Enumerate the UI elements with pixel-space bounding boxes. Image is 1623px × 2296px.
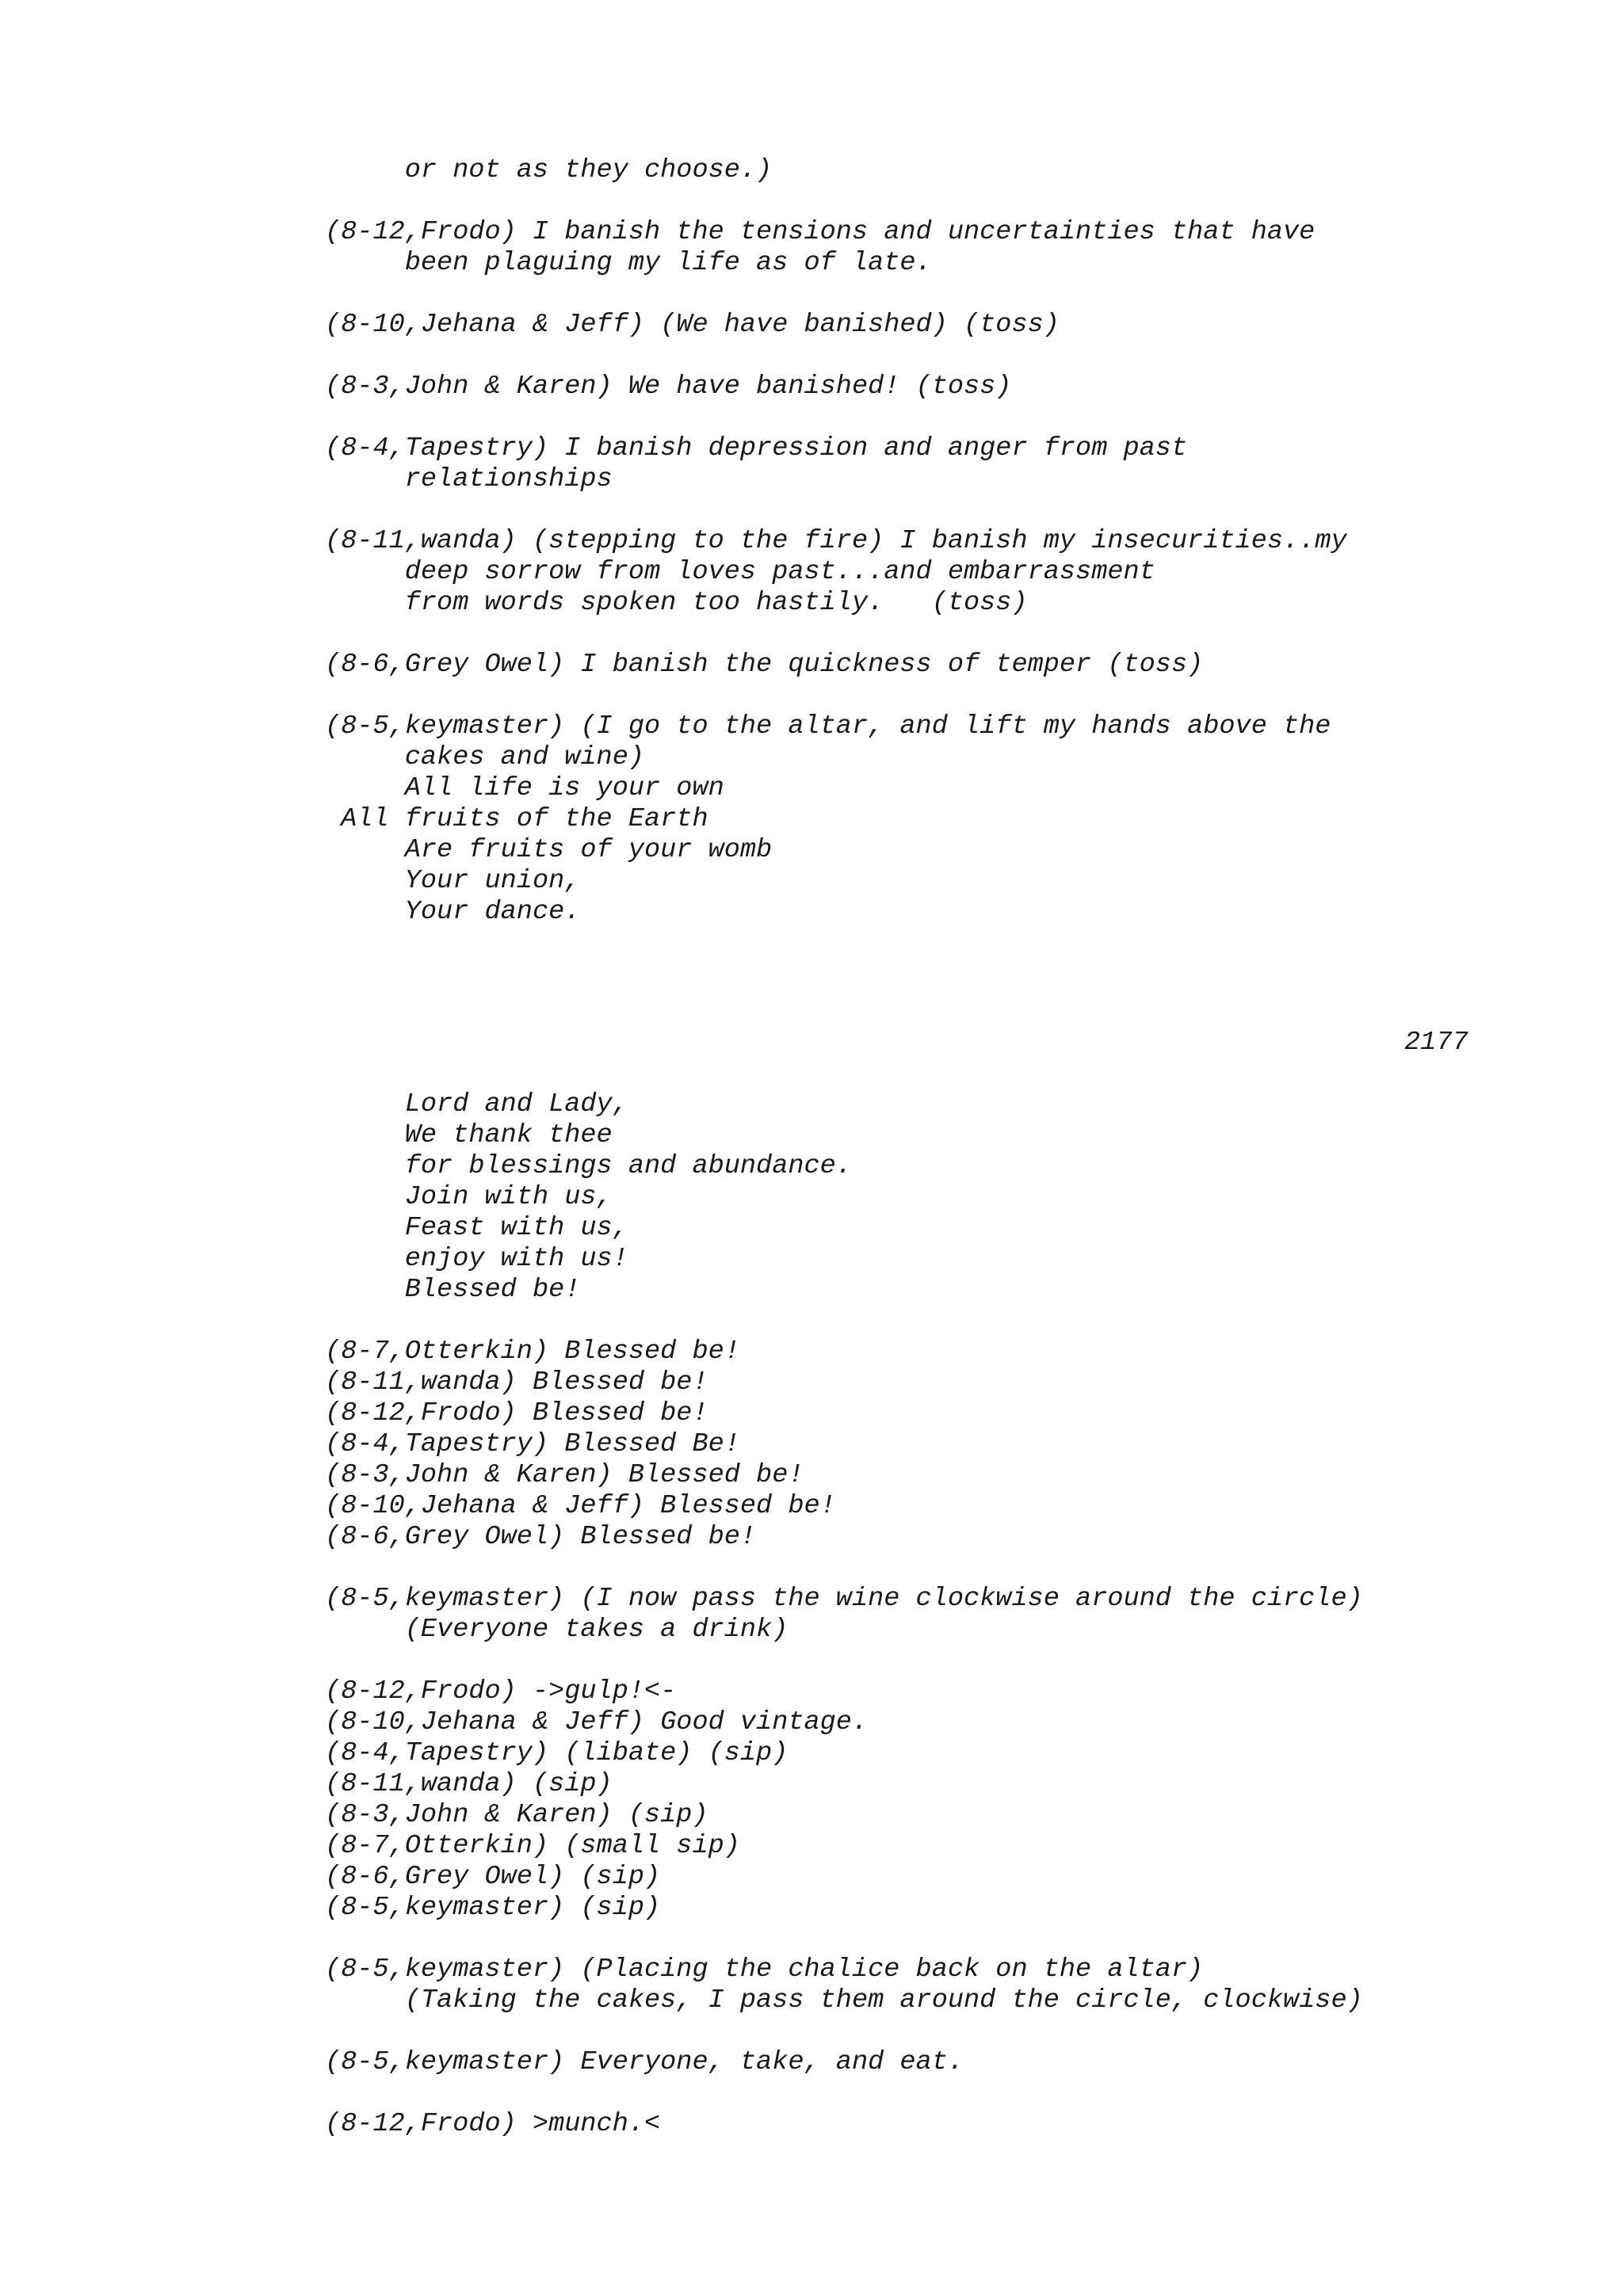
text-line: (8-5,keymaster) Everyone, take, and eat. [325,2047,964,2077]
text-line: We thank thee [325,1120,613,1150]
text-line: (8-12,Frodo) ->gulp!<- [325,1676,677,1707]
text-line: Lord and Lady, [325,1089,628,1119]
text-line: (8-12,Frodo) >munch.< [325,2109,661,2139]
text-line: Blessed be! [325,1275,581,1305]
text-line: for blessings and abundance. [325,1151,852,1181]
text-line: (8-7,Otterkin) (small sip) [325,1831,740,1861]
text-line: (8-11,wanda) (stepping to the fire) I banish my insecurities..my [325,526,1347,556]
text-line: (8-10,Jehana & Jeff) Good vintage. [325,1707,869,1737]
text-line: Join with us, [325,1182,613,1212]
text-line: All life is your own [325,773,724,803]
text-line: (8-6,Grey Owel) Blessed be! [325,1522,757,1552]
text-line: (8-10,Jehana & Jeff) Blessed be! [325,1491,836,1521]
text-line: Your union, [325,866,581,896]
text-line: cakes and wine) [325,742,645,772]
text-line: (8-4,Tapestry) Blessed Be! [325,1429,740,1459]
text-line: (8-11,wanda) (sip) [325,1769,613,1799]
text-line: enjoy with us! [325,1244,628,1274]
text-line: (8-5,keymaster) (sip) [325,1893,661,1923]
page-number: 2177 [1404,1028,1468,1058]
text-line: (8-12,Frodo) Blessed be! [325,1398,708,1428]
text-line: (8-3,John & Karen) (sip) [325,1800,708,1830]
text-line: (8-3,John & Karen) Blessed be! [325,1460,804,1490]
text-line: (8-5,keymaster) (I now pass the wine clockwise around the circle) [325,1584,1363,1614]
text-line: (8-7,Otterkin) Blessed be! [325,1337,740,1367]
text-line: or not as they choose.) [325,155,773,185]
text-line: Are fruits of your womb [325,835,773,865]
text-line: (8-4,Tapestry) I banish depression and anger from past [325,433,1188,463]
text-line: from words spoken too hastily. (toss) [325,588,1028,618]
text-line: (8-10,Jehana & Jeff) (We have banished) (toss) [325,310,1060,340]
text-line: (8-12,Frodo) I banish the tensions and uncertainties that have [325,217,1316,247]
text-line: (8-5,keymaster) (Placing the chalice back on the altar) [325,1955,1204,1985]
text-line: (8-11,wanda) Blessed be! [325,1367,708,1398]
text-line: (8-3,John & Karen) We have banished! (toss) [325,372,1012,402]
text-line: (8-4,Tapestry) (libate) (sip) [325,1738,789,1768]
text-line: relationships [325,464,613,494]
text-line: (8-6,Grey Owel) (sip) [325,1862,661,1892]
text-line: (8-6,Grey Owel) I banish the quickness of temper (toss) [325,650,1204,680]
text-line: been plaguing my life as of late. [325,248,932,278]
text-line: (Everyone takes a drink) [325,1615,789,1645]
text-line: (Taking the cakes, I pass them around the circle, clockwise) [325,1985,1363,2016]
text-line: deep sorrow from loves past...and embarrassment [325,557,1155,587]
text-line: (8-5,keymaster) (I go to the altar, and lift my hands above the [325,711,1331,742]
text-line: Feast with us, [325,1213,628,1243]
text-line: Your dance. [325,897,581,927]
text-line: All fruits of the Earth [325,804,708,834]
